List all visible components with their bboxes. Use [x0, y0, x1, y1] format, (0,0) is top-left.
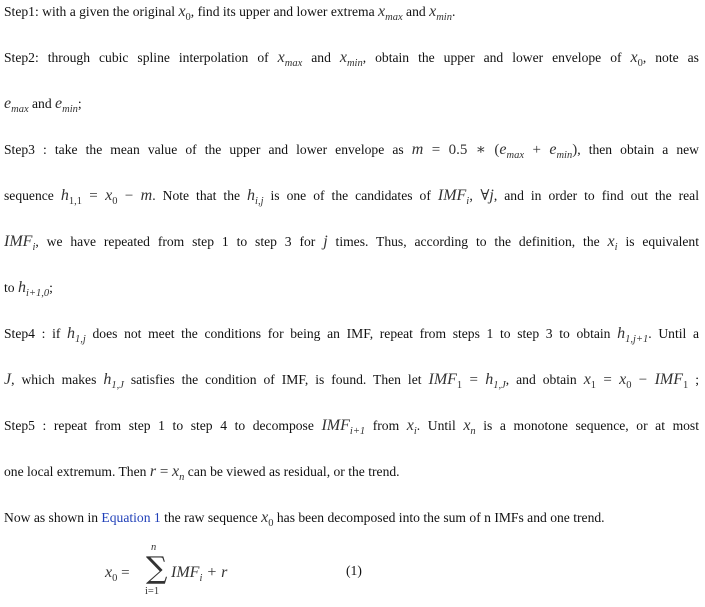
- text: , then obtain a new: [577, 142, 699, 157]
- text: ;: [688, 372, 699, 387]
- math-op: +: [524, 142, 550, 158]
- text: . Until: [416, 418, 464, 433]
- math-op: =: [117, 565, 130, 581]
- math-op: =: [596, 372, 620, 388]
- math-op: ): [572, 142, 578, 158]
- math-sub: n: [179, 472, 185, 483]
- summation-symbol: ∑: [146, 551, 168, 586]
- math-sub: min: [436, 12, 452, 23]
- text: and: [28, 96, 56, 111]
- math-op: =: [156, 464, 173, 480]
- math-x: x: [105, 564, 113, 581]
- math-h: h: [617, 325, 626, 342]
- math-plus-r: + r: [202, 564, 228, 581]
- math-sub: 0: [185, 12, 191, 23]
- math-j: j: [323, 233, 328, 250]
- text: to: [4, 280, 18, 295]
- math-op: = 0.5 ∗ (: [423, 142, 500, 158]
- equation-number: (1): [346, 563, 362, 578]
- math-sub: 0: [268, 518, 274, 529]
- text: from: [365, 418, 407, 433]
- math-sub: min: [62, 104, 78, 115]
- math-sub: min: [346, 58, 363, 69]
- math-sub: max: [11, 104, 29, 115]
- text: the raw sequence: [160, 510, 262, 525]
- math-x: x: [178, 3, 186, 20]
- math-sub: 1,J: [493, 380, 506, 391]
- text: sequence: [4, 188, 61, 203]
- summary-line: [4, 508, 699, 534]
- math-x: x: [378, 3, 386, 20]
- math-imf: IMF: [654, 371, 683, 388]
- text: , find its upper and lower extrema: [190, 4, 379, 19]
- text: can be viewed as residual, or the trend.: [184, 464, 400, 479]
- math-sub: 1,j: [75, 334, 86, 345]
- math-sub: 0: [637, 58, 643, 69]
- text: , note as: [642, 50, 699, 65]
- math-imf: IMF: [321, 417, 350, 434]
- equation-1: [105, 542, 385, 600]
- math-sub: n: [470, 426, 476, 437]
- text: ;: [77, 96, 82, 111]
- step4-line: [4, 324, 699, 350]
- math-x: x: [630, 49, 638, 66]
- math-x: x: [339, 49, 347, 66]
- math-sub: i: [32, 242, 36, 253]
- text: satisfies the condition of IMF, is found. Then let: [123, 372, 429, 387]
- text: , obtain the upper and lower envelope of: [362, 50, 631, 65]
- math-imf: IMF: [4, 233, 33, 250]
- math-x: x: [261, 509, 269, 526]
- step2-line: [4, 48, 699, 74]
- text: does not meet the conditions for being an IMF, repeat from steps 1 to step 3 to obtain: [85, 326, 618, 341]
- text: , which makes: [11, 372, 104, 387]
- text: , and in order to find out the real: [493, 188, 699, 203]
- math-x: x: [583, 371, 591, 388]
- text: Step1: with a given the original: [4, 4, 179, 19]
- text: , and obtain: [505, 372, 584, 387]
- text: . Until a: [648, 326, 699, 341]
- math-sub: 1: [590, 380, 597, 391]
- math-sub: i+1,0: [25, 288, 50, 299]
- math-m: m: [411, 141, 424, 158]
- math-sub: i: [614, 242, 618, 253]
- math-op: −: [631, 372, 655, 388]
- math-x: x: [277, 49, 285, 66]
- math-sub: 1: [456, 380, 463, 391]
- math-sub: i+1: [349, 426, 366, 437]
- step5-line: [4, 416, 699, 442]
- step3-line-2: [4, 186, 699, 212]
- step3-line-3: [4, 232, 699, 258]
- math-sub: 1,1: [68, 196, 82, 207]
- math-sub: min: [556, 150, 573, 161]
- text: and: [302, 50, 340, 65]
- sum-lower-limit: i=1: [145, 586, 160, 597]
- math-sub: i,j: [255, 196, 264, 207]
- math-sub: max: [284, 58, 303, 69]
- step5-line-2: [4, 462, 699, 488]
- text: has been decomposed into the sum of n IMFs and one trend.: [273, 510, 605, 525]
- math-sub: max: [385, 12, 403, 23]
- math-j: j: [489, 187, 494, 204]
- math-sub: i: [413, 426, 417, 437]
- math-imf: IMF: [428, 371, 457, 388]
- text: is one of the candidates of: [263, 188, 438, 203]
- text: one local extremum. Then: [4, 464, 150, 479]
- math-sub: max: [506, 150, 525, 161]
- text: is equivalent: [617, 234, 700, 249]
- math-e: e: [499, 141, 507, 158]
- math-sub: 0: [112, 573, 118, 584]
- text: .: [451, 4, 456, 19]
- math-x: x: [619, 371, 627, 388]
- math-op: =: [462, 372, 486, 388]
- math-imf: IMF: [437, 187, 467, 204]
- text: Step5 : repeat from step 1 to step 4 to decompose: [4, 418, 322, 433]
- text: . Note that the: [152, 188, 248, 203]
- text: ;: [49, 280, 53, 295]
- math-e: e: [549, 141, 557, 158]
- math-x: x: [607, 233, 615, 250]
- text: , we have repeated from step 1 to step 3 for: [35, 234, 324, 249]
- text: Step3 : take the mean value of the upper and lower envelope as: [4, 142, 412, 157]
- math-sub: i: [199, 573, 203, 584]
- step3-line-4: [4, 278, 699, 304]
- math-sub: 0: [626, 380, 632, 391]
- sum-upper-limit: n: [151, 542, 157, 553]
- math-sub: 0: [112, 196, 118, 207]
- math-op: , ∀: [469, 188, 490, 204]
- math-r: r: [149, 463, 157, 480]
- math-sub: 1,J: [111, 380, 124, 391]
- text: is a monotone sequence, or at most: [475, 418, 700, 433]
- text: Step2: through cubic spline interpolation of: [4, 50, 278, 65]
- math-x: x: [406, 417, 414, 434]
- text: Step4 : if: [4, 326, 68, 341]
- step4-line-2: [4, 370, 699, 396]
- equation-rhs: [171, 564, 227, 584]
- math-h: h: [17, 279, 26, 296]
- math-sub: i: [466, 196, 470, 207]
- step3-line: [4, 140, 699, 166]
- math-sub: 1,j+1: [625, 334, 649, 345]
- math-imf: IMF: [171, 564, 200, 581]
- math-J: J: [4, 371, 12, 388]
- math-h: h: [247, 187, 256, 204]
- math-x: x: [463, 417, 471, 434]
- math-h: h: [60, 187, 69, 204]
- step1-line: [4, 2, 699, 28]
- math-x: x: [172, 463, 180, 480]
- equation-link[interactable]: Equation 1: [101, 510, 161, 525]
- math-x: x: [429, 3, 437, 20]
- math-sub: 1: [683, 380, 689, 391]
- math-h: h: [485, 371, 494, 388]
- math-e: e: [4, 95, 12, 112]
- math-m: m: [140, 187, 153, 204]
- math-x: x: [105, 187, 113, 204]
- math-op: =: [81, 188, 106, 204]
- text: times. Thus, according to the definition, the: [327, 234, 608, 249]
- math-op: −: [117, 188, 141, 204]
- step2-line-2: [4, 94, 699, 120]
- text: Now as shown in: [4, 510, 102, 525]
- text: and: [402, 4, 430, 19]
- equation-lhs: [105, 564, 130, 584]
- math-e: e: [55, 95, 63, 112]
- math-h: h: [67, 325, 76, 342]
- math-h: h: [103, 371, 112, 388]
